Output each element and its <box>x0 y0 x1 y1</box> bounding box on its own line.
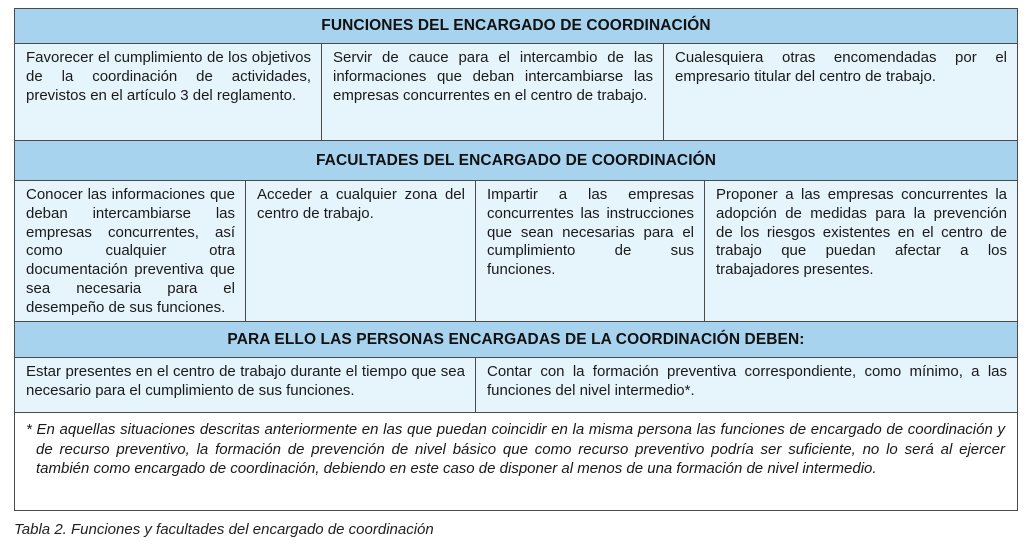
deberes-cell-1: Estar presentes en el centro de trabajo durante el tiempo que sea necesario para el cumplimiento de sus funciones. <box>15 358 476 412</box>
table-caption: Tabla 2. Funciones y facultades del encargado de coordinación <box>14 521 434 538</box>
footnote: * En aquellas situaciones descritas anteriormente en las que puedan coincidir en la misma persona las funciones de encargado de coordinación y de recurso preventivo, la formación de prevención de nivel básico que como recurso preventivo podría ser suficiente, no lo será al ejercer también como encargado de coordinación, debiendo en este caso de disponer al menos de una formación de nivel intermedio. <box>15 413 1017 510</box>
deberes-header: PARA ELLO LAS PERSONAS ENCARGADAS DE LA COORDINACIÓN DEBEN: <box>15 322 1017 358</box>
facultades-header: FACULTADES DEL ENCARGADO DE COORDINACIÓN <box>15 141 1017 181</box>
funciones-row <box>15 44 1017 141</box>
facultades-cell-3: Impartir a las empresas concurrentes las instrucciones que sean necesarias para el cumplimiento de sus funciones. <box>476 181 705 321</box>
facultades-cell-4: Proponer a las empresas concurrentes la adopción de medidas para la prevención de los riesgos existentes en el centro de trabajo que puedan afectar a los trabajadores presentes. <box>716 186 1007 279</box>
facultades-cell-2: Acceder a cualquier zona del centro de trabajo. <box>246 181 476 321</box>
funciones-cell-3: Cualesquiera otras encomendadas por el empresario titular del centro de trabajo. <box>675 49 1007 85</box>
facultades-row <box>15 181 1017 322</box>
funciones-cell-2: Servir de cauce para el intercambio de las informaciones que deban intercambiarse las empresas concurrentes en el centro de trabajo. <box>322 44 664 140</box>
coordination-table <box>14 8 1018 511</box>
deberes-cell-2: Contar con la formación preventiva correspondiente, como mínimo, a las funciones del nivel intermedio*. <box>487 363 1007 399</box>
deberes-row <box>15 358 1017 413</box>
funciones-cell-1: Favorecer el cumplimiento de los objetivos de la coordinación de actividades, previstos en el artículo 3 del reglamento. <box>15 44 322 140</box>
funciones-header: FUNCIONES DEL ENCARGADO DE COORDINACIÓN <box>15 9 1017 44</box>
facultades-cell-1: Conocer las informaciones que deban intercambiarse las empresas concurrentes, así como cualquier otra documentación preventiva que sea necesaria para el desempeño de sus funciones. <box>15 181 246 321</box>
